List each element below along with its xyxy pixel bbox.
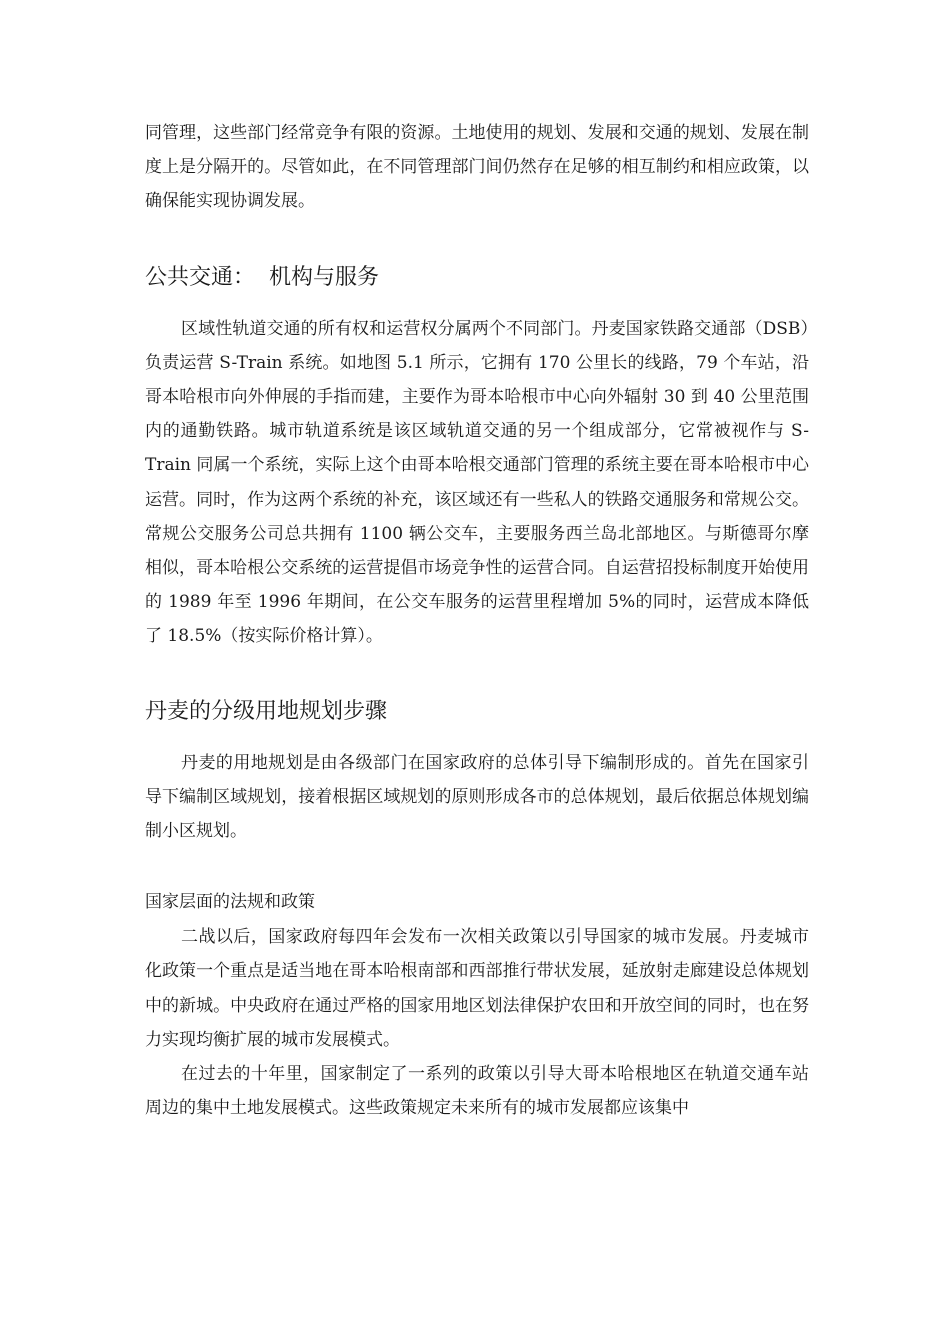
intro-paragraph: 同管理，这些部门经常竞争有限的资源。土地使用的规划、发展和交通的规划、发展在制度上是分隔开的。尽管如此，在不同管理部门间仍然存在足够的相互制约和相应政策，以确保能实现协调发展。 <box>145 123 809 212</box>
national-policy-paragraph-2: 在过去的十年里，国家制定了一系列的政策以引导大哥本哈根地区在轨道交通车站周边的集中土地发展模式。这些政策规定未来所有的城市发展都应该集中 <box>145 1064 809 1119</box>
subsection-heading-national-policy: 国家层面的法规和政策 <box>145 892 315 913</box>
section-heading-land-use-planning: 丹麦的分级用地规划步骤 <box>145 698 388 724</box>
section-heading-public-transit: 公共交通： 机构与服务 <box>145 264 379 290</box>
public-transit-paragraph: 区域性轨道交通的所有权和运营权分属两个不同部门。丹麦国家铁路交通部（DSB）负责运营 S-Train 系统。如地图 5.1 所示，它拥有 170 公里长的线路，79 个车站，沿哥本哈根市向外伸展的手指而建，主要作为哥本哈根市中心向外辐射 30 到 40 公里范围内的通勤铁路。城市轨道系统是该区域轨道交通的另一个组成部分，它常被视作与 S-Train 同属一个系统，实际上这个由哥本哈根交通部门管理的系统主要在哥本哈根市中心运营。同时，作为这两个系统的补充，该区域还有一些私人的铁路交通服务和常规公交。常规公交服务公司总共拥有 1100 辆公交车，主要服务西兰岛北部地区。与斯德哥尔摩相似，哥本哈根公交系统的运营提倡市场竞争性的运营合同。自运营招投标制度开始使用的 1989 年至 1996 年期间，在公交车服务的运营里程增加 5%的同时，运营成本降低了 18.5%（按实际价格计算）。 <box>145 318 809 647</box>
national-policy-paragraph-1: 二战以后，国家政府每四年会发布一次相关政策以引导国家的城市发展。丹麦城市化政策一个重点是适当地在哥本哈根南部和西部推行带状发展，延放射走廊建设总体规划中的新城。中央政府在通过严格的国家用地区划法律保护农田和开放空间的同时，也在努力实现均衡扩展的城市发展模式。 <box>145 927 809 1050</box>
document-page <box>145 116 809 1125</box>
land-use-planning-paragraph: 丹麦的用地规划是由各级部门在国家政府的总体引导下编制形成的。首先在国家引导下编制区域规划，接着根据区域规划的原则形成各市的总体规划，最后依据总体规划编制小区规划。 <box>145 752 809 842</box>
